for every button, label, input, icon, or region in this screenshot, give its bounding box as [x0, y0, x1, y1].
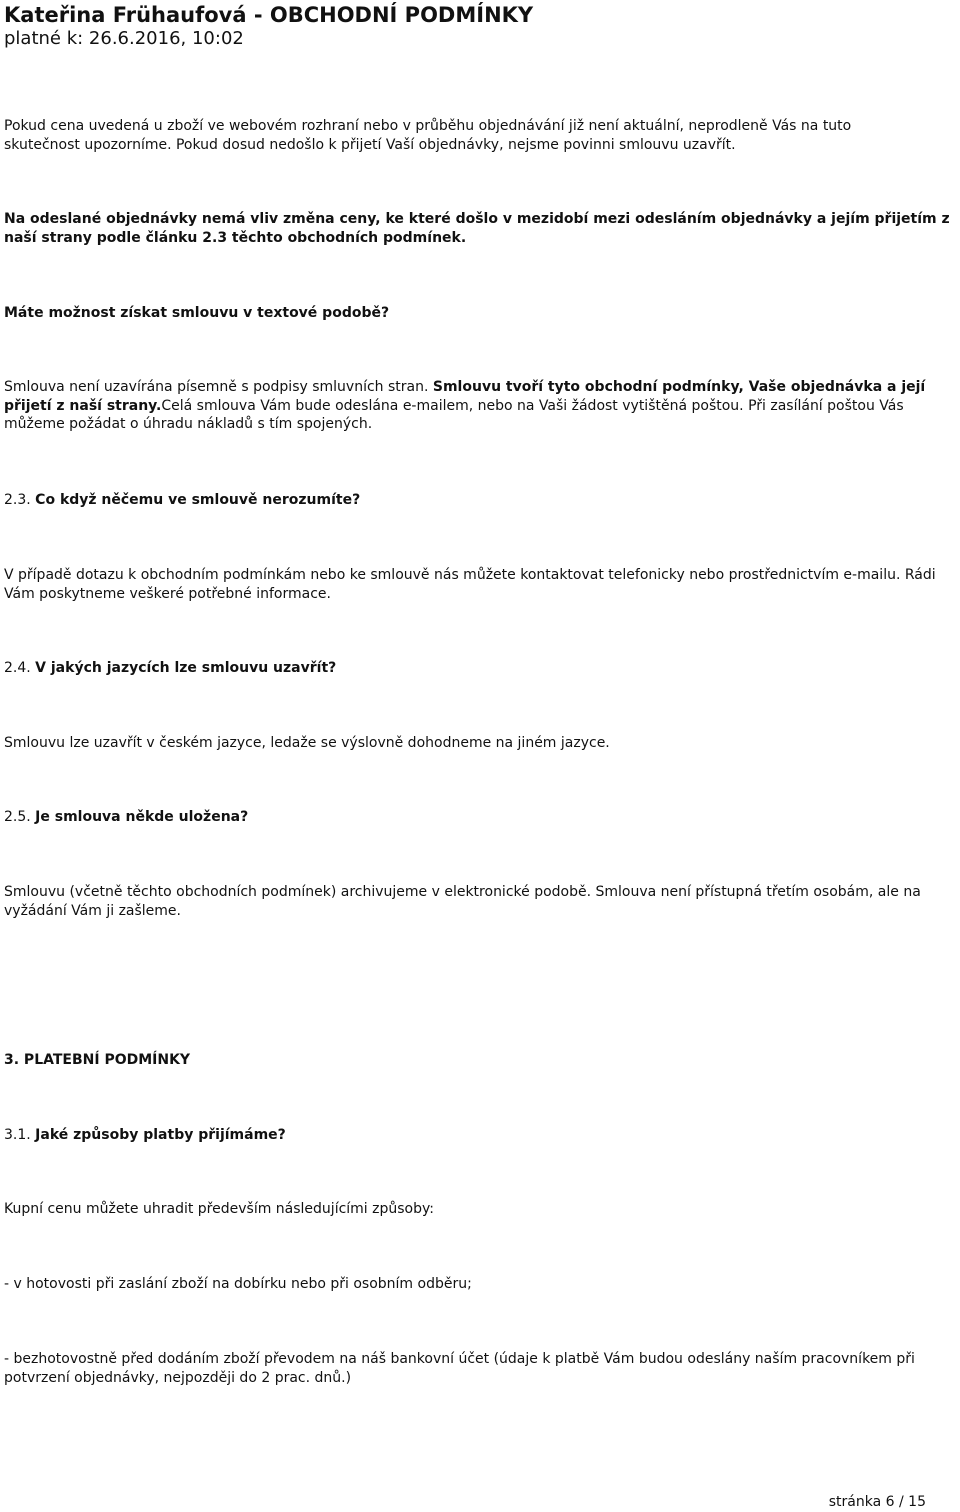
paragraph-2-5: Smlouvu (včetně těchto obchodních podmínek) archivujeme v elektronické podobě. Smlouva není přístupná třetím osobám, ale na vyžádání Vám ji zašleme.	[4, 884, 921, 919]
page-number: stránka 6 / 15	[828, 1494, 926, 1510]
section-number: 2.5.	[4, 809, 36, 825]
contract-text: Celá smlouva Vám bude odeslána e-mailem, nebo na Vaši žádost vytištěná poštou. Při zasílání poštou Vás můžeme požádat o úhradu nákladů s tím spojených.	[4, 397, 904, 432]
contract-text: Smlouva není uzavírána písemně s podpisy smluvních stran.	[4, 379, 433, 395]
paragraph-contract-form	[4, 378, 952, 434]
section-title: Je smlouva někde uložena?	[35, 809, 249, 825]
payment-option-transfer: - bezhotovostně před dodáním zboží převodem na náš bankovní účet (údaje k platbě Vám budou odeslány naším pracovníkem při potvrzení objednávky, nejpozději do 2 prac. dnů.)	[4, 1351, 915, 1386]
paragraph-line: skutečnost upozorníme. Pokud dosud nedošlo k přijetí Vaší objednávky, nejsme povinni smlouvu uzavřít.	[4, 136, 736, 153]
section-heading-3-1	[4, 1126, 952, 1145]
document-title: Kateřina Frühaufová - OBCHODNÍ PODMÍNKY	[4, 3, 534, 27]
paragraph-2-4: Smlouvu lze uzavřít v českém jazyce, ledaže se výslovně dohodneme na jiném jazyce.	[4, 735, 610, 751]
paragraph-line: Pokud cena uvedená u zboží ve webovém rozhraní nebo v průběhu objednávání již není aktuální, neprodleně Vás na tuto	[4, 118, 852, 134]
section-number: 2.4.	[4, 660, 36, 676]
section-title: V jakých jazycích lze smlouvu uzavřít?	[35, 660, 337, 676]
paragraph-price-change	[4, 117, 952, 154]
section-title: Co když něčemu ve smlouvě nerozumíte?	[35, 492, 361, 508]
paragraph-3-1: Kupní cenu můžete uhradit především následujícími způsoby:	[4, 1201, 434, 1217]
chapter-heading-3: 3. PLATEBNÍ PODMÍNKY	[4, 1052, 191, 1068]
section-heading-2-3	[4, 491, 952, 510]
paragraph-sent-orders: Na odeslané objednávky nemá vliv změna ceny, ke které došlo v mezidobí mezi odesláním objednávky a jejím přijetím z naší strany podle článku 2.3 těchto obchodních podmínek.	[4, 211, 950, 246]
payment-option-cash: - v hotovosti při zaslání zboží na dobírku nebo při osobním odběru;	[4, 1276, 472, 1292]
valid-from-date: platné k: 26.6.2016, 10:02	[4, 28, 244, 49]
question-text-form: Máte možnost získat smlouvu v textové podobě?	[4, 305, 390, 321]
section-title: Jaké způsoby platby přijímáme?	[35, 1127, 286, 1143]
section-heading-2-5	[4, 808, 952, 827]
paragraph-2-3: V případě dotazu k obchodním podmínkám nebo ke smlouvě nás můžete kontaktovat telefonicky nebo prostřednictvím e-mailu. Rádi Vám poskytneme veškeré potřebné informace.	[4, 567, 936, 602]
section-number: 2.3.	[4, 492, 36, 508]
section-heading-2-4	[4, 659, 952, 678]
section-number: 3.1.	[4, 1127, 36, 1143]
contract-text-bold: Smlouvu tvoří tyto obchodní podmínky, Vaše objednávka a její přijetí z naší strany.	[4, 379, 926, 414]
